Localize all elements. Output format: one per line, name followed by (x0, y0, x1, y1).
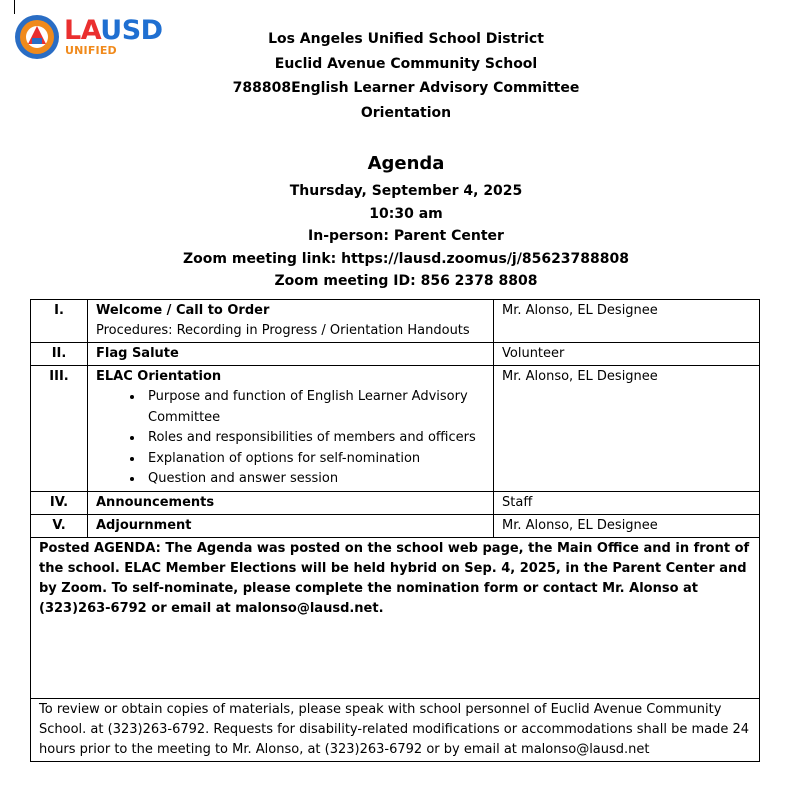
item-number: IV. (31, 491, 88, 514)
list-item: • Question and answer session (144, 469, 485, 490)
orientation-topics-list (96, 387, 485, 490)
meeting-location: In-person: Parent Center (308, 228, 504, 244)
list-item: • Purpose and function of English Learner Advisory Committee (144, 387, 485, 428)
table-row (31, 698, 760, 761)
table-row (31, 343, 760, 366)
item-title: ELAC Orientation (96, 369, 222, 384)
meeting-date: Thursday, September 4, 2025 (289, 183, 523, 199)
item-presenter: Volunteer (494, 343, 760, 366)
agenda-table (30, 299, 760, 762)
list-item: • Explanation of options for self-nomination (144, 449, 485, 470)
item-cell (88, 514, 494, 537)
item-title: Adjournment (96, 517, 192, 533)
logo-la: LA (64, 15, 101, 46)
item-presenter: Mr. Alonso, EL Designee (494, 514, 760, 537)
item-cell (88, 343, 494, 366)
item-cell (88, 300, 494, 343)
agenda-title: Agenda (367, 153, 445, 174)
item-title: Announcements (96, 494, 215, 510)
item-number: III. (31, 366, 88, 492)
meeting-time: 10:30 am (369, 205, 443, 222)
page-corner-mark (14, 0, 15, 14)
item-number: II. (31, 343, 88, 366)
table-row (31, 300, 760, 343)
item-detail: Procedures: Recording in Progress / Orientation Handouts (96, 323, 470, 338)
review-notice: To review or obtain copies of materials, please speak with school personnel of Euclid Avenue Community School. at (323)263-6792. Requests for disability-related modifications or accommodations shall be made 24 hours prior to the meeting to Mr. Alonso, at (323)263-6792 or by email at malonso@lausd.net (31, 698, 760, 761)
table-row (31, 491, 760, 514)
item-presenter: Staff (494, 491, 760, 514)
committee-name: 788808English Learner Advisory Committee (232, 80, 580, 96)
list-item: • Roles and responsibilities of members and officers (144, 428, 485, 449)
item-number: I. (31, 300, 88, 343)
meeting-info (0, 180, 790, 293)
posted-notice: Posted AGENDA: The Agenda was posted on the school web page, the Main Office and in front of the school. ELAC Member Elections will be held hybrid on Sep. 4, 2025, in the Parent Center and by Zoom. To self-nominate, please complete the nomination form or contact Mr. Alonso at (323)263-6792 or email at malonso@lausd.net. (31, 537, 760, 698)
logo-usd: USD (100, 15, 163, 46)
item-presenter: Mr. Alonso, EL Designee (494, 300, 760, 343)
document-header (0, 27, 790, 125)
item-cell (88, 366, 494, 492)
meeting-subtitle: Orientation (360, 104, 452, 121)
item-number: V. (31, 514, 88, 537)
logo-unified: UNIFIED (65, 44, 117, 57)
table-row (31, 366, 760, 492)
item-cell (88, 491, 494, 514)
item-title: Welcome / Call to Order (96, 303, 270, 318)
table-row (31, 537, 760, 698)
district-name: Los Angeles Unified School District (268, 31, 544, 47)
item-presenter: Mr. Alonso, EL Designee (494, 366, 760, 492)
table-row (31, 514, 760, 537)
zoom-link[interactable]: Zoom meeting link: https://lausd.zoomus/j/85623788808 (183, 250, 629, 267)
item-title: Flag Salute (96, 346, 179, 361)
zoom-id: Zoom meeting ID: 856 2378 8808 (274, 273, 538, 289)
school-name: Euclid Avenue Community School (274, 55, 538, 72)
